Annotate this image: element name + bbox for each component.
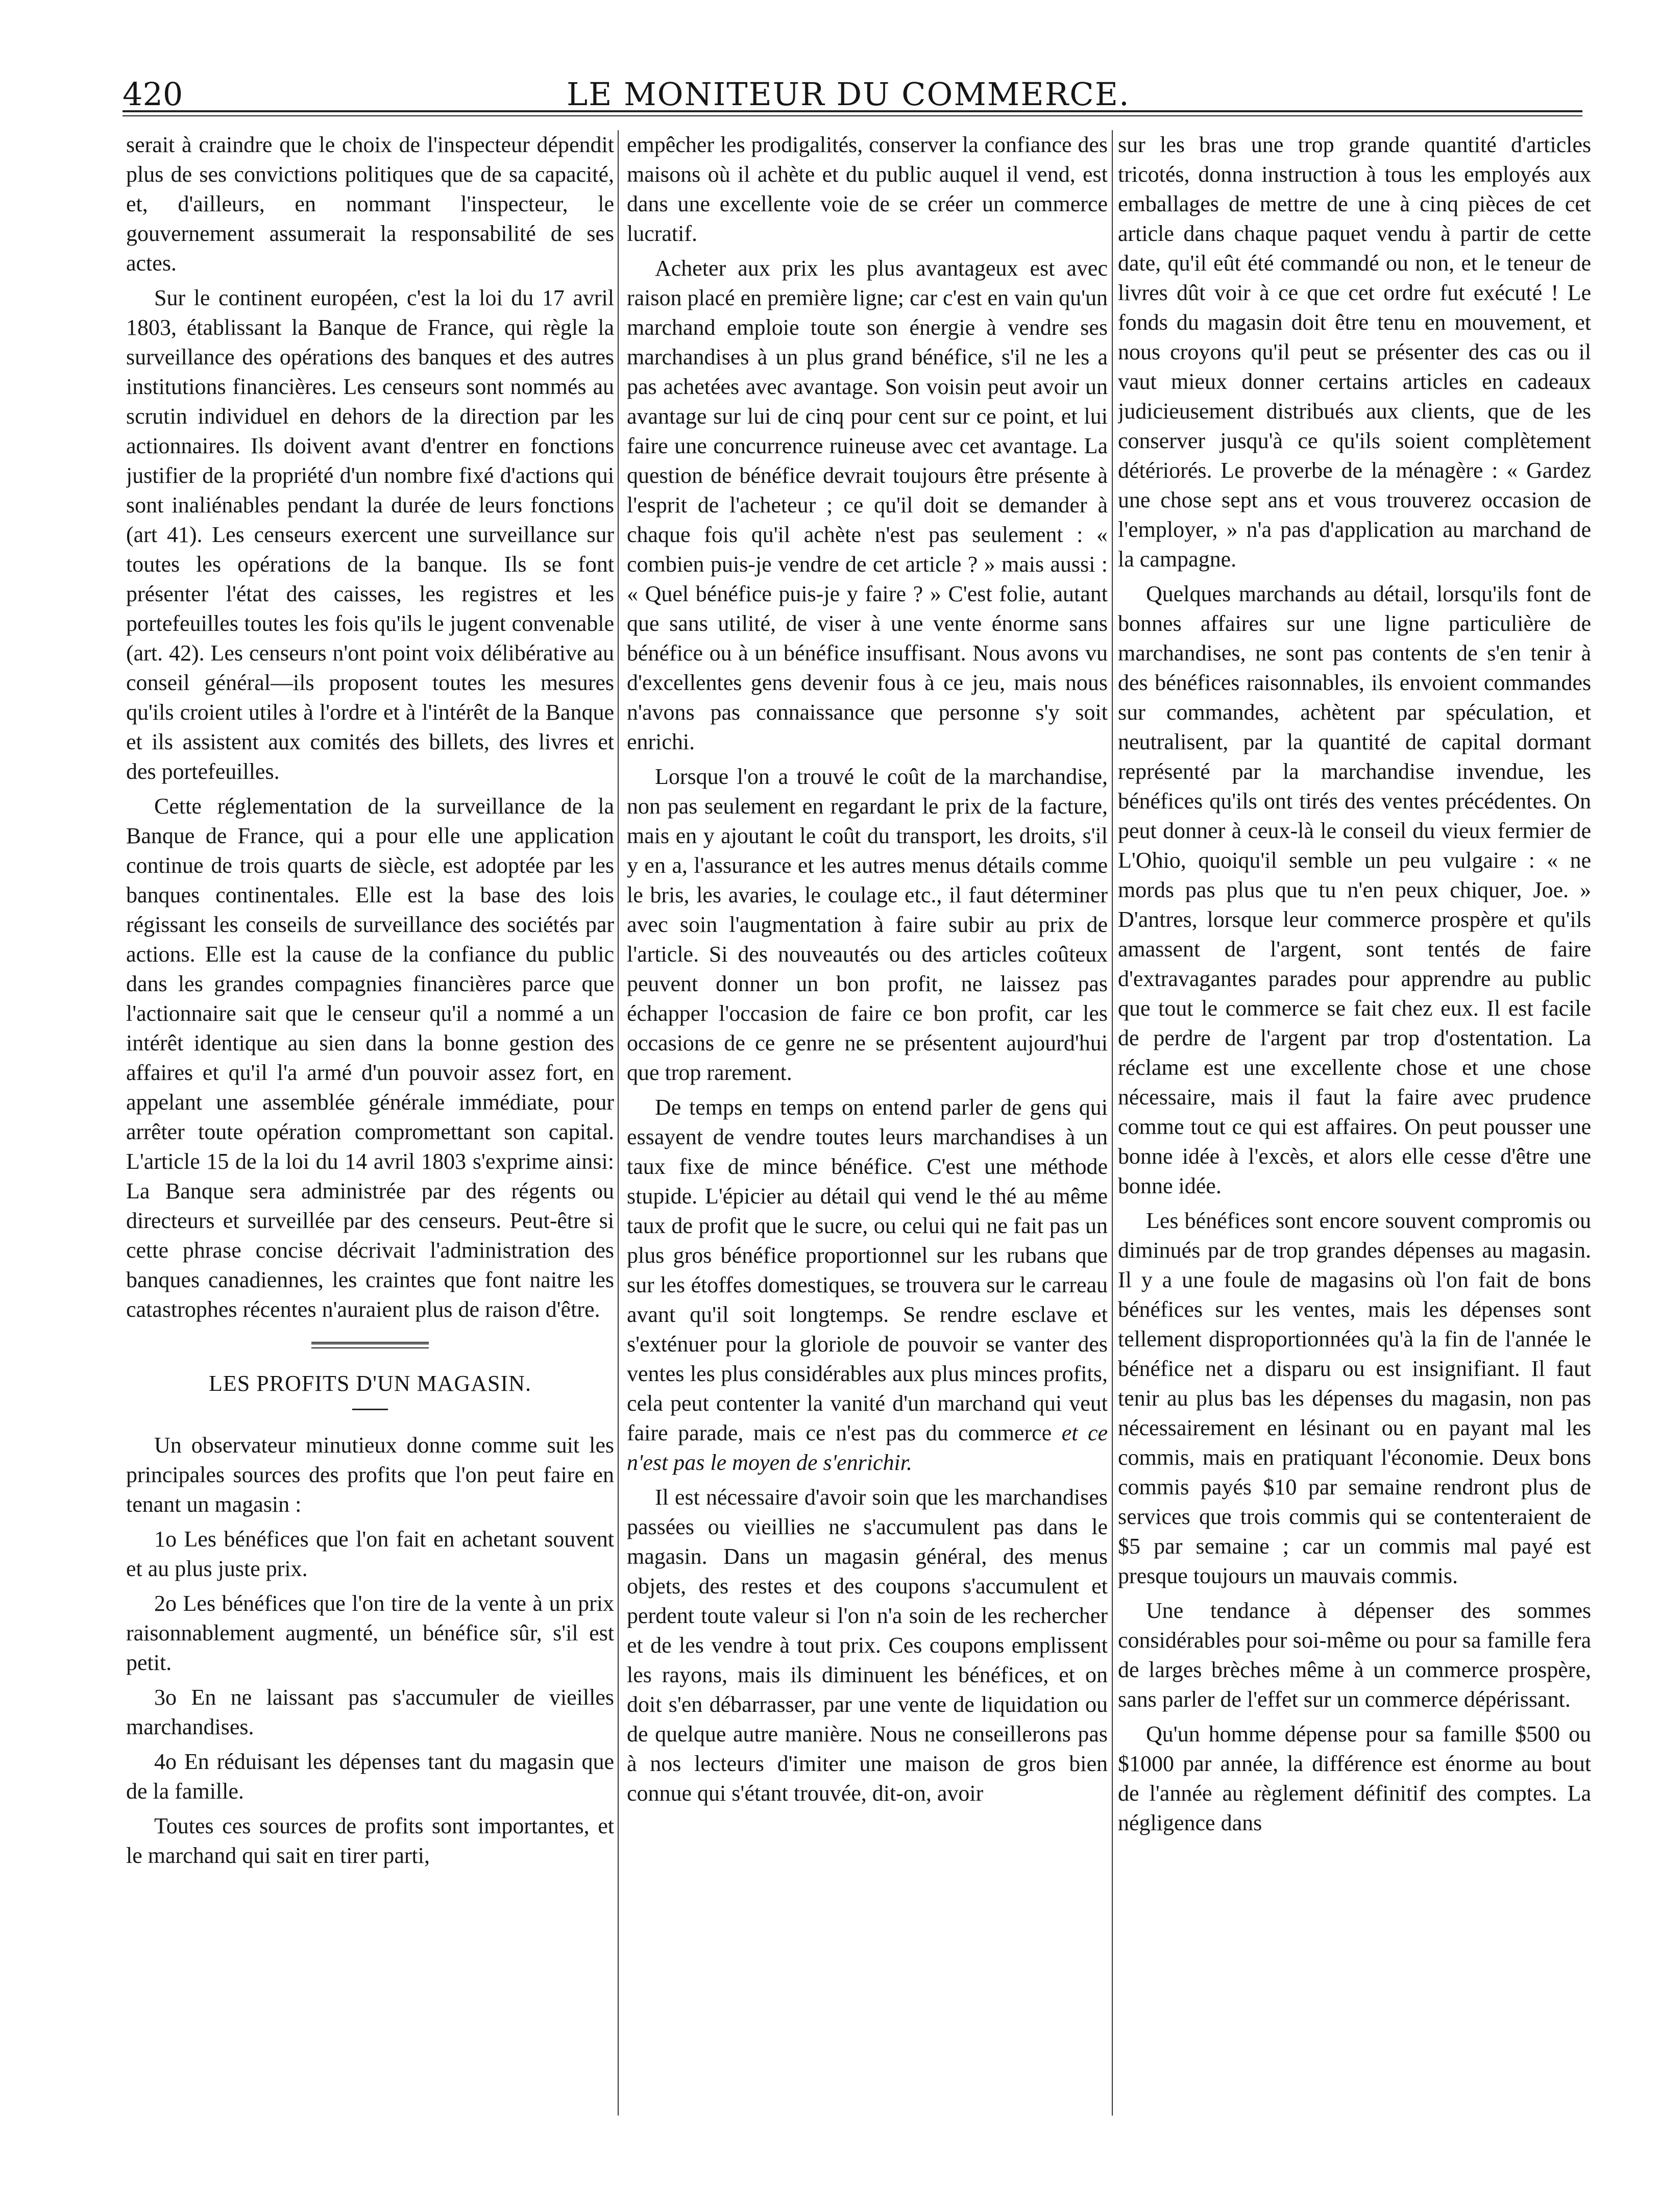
paragraph: Acheter aux prix les plus avantageux est avec raison placé en première ligne; car c'est en vain qu'un marchand emploie toute son énergie à vendre ses marchandises à un plus grand bénéfice, s'il ne les a pas achetées avec avantage. Son voisin peut avoir un avantage sur lui de cinq pour cent sur ce point, et lui faire une concurrence ruineuse avec cet avantage. La question de bénéfice devrait toujours être présente à l'esprit de l'acheteur ; ce qu'il doit se demander à chaque fois qu'il achète n'est pas seulement : « combien puis-je vendre de cet article ? » mais aussi : « Quel bénéfice puis-je y faire ? » C'est folie, autant que sans utilité, de viser à une vente énorme sans bénéfice ou à un bénéfice insuffisant. Nous avons vu d'excellentes gens devenir fous à ce jeu, mais nous n'avons pas connaissance que personne s'y soit enrichi.	[627, 256, 1108, 754]
section-title: LES PROFITS D'UN MAGASIN.	[209, 1371, 531, 1396]
column-3	[1118, 130, 1591, 2121]
paragraph: Qu'un homme dépense pour sa famille $500 ou $1000 par année, la différence est énorme au bout de l'année au règlement définitif des comptes. La négligence dans	[1118, 1722, 1591, 1835]
column-2	[627, 130, 1108, 2121]
list-item: 4o En réduisant les dépenses tant du magasin que de la famille.	[126, 1749, 614, 1804]
header-rule	[123, 110, 1582, 112]
page-number: 420	[123, 76, 183, 113]
paragraph: Les bénéfices sont encore souvent compromis ou diminués par de trop grandes dépenses au magasin. Il y a une foule de magasins où l'on fait de bons bénéfices sur les ventes, mais les dépenses sont tellement disproportionnées qu'à la fin de l'année le bénéfice net a disparu ou est insignifiant. Il faut tenir au plus bas les dépenses du magasin, non pas nécessairement en lésinant ou en payant mal les commis, mais en pratiquant l'économie. Deux bons commis payés $10 par semaine rendront plus de services que trois commis qui se contenteraient de $5 par semaine ; car un commis mal payé est presque toujours un mauvais commis.	[1118, 1208, 1591, 1588]
paragraph: Une tendance à dépenser des sommes considérables pour soi-même ou pour sa famille fera de larges brèches même à un commerce prospère, sans parler de l'effet sur un commerce dépérissant.	[1118, 1598, 1591, 1712]
paragraph-text: De temps en temps on entend parler de gens qui essayent de vendre toutes leurs marchandises à un taux fixe de mince bénéfice. C'est une méthode stupide. L'épicier au détail qui vend le thé au même taux de profit que le sucre, ou celui qui ne fait pas un plus gros bénéfice proportionnel sur les rubans que sur les étoffes domestiques, se trouvera sur le carreau avant qu'il soit longtemps. Se rendre esclave et s'exténuer pour la gloriole de pouvoir se vanter des ventes les plus considérables aux plus minces profits, cela peut contenter la vanité d'un marchand qui veut faire parade, mais ce n'est pas du commerce	[627, 1095, 1108, 1445]
paragraph: Toutes ces sources de profits sont importantes, et le marchand qui sait en tirer parti,	[126, 1813, 614, 1868]
paragraph: empêcher les prodigalités, conserver la confiance des maisons où il achète et du public auquel il vend, est dans une excellente voie de se créer un commerce lucratif.	[627, 132, 1108, 246]
masthead-title: LE MONITEUR DU COMMERCE.	[567, 76, 1130, 113]
italic-phrase: et ce n'est pas le moyen de s'enrichir.	[627, 1420, 1108, 1475]
header-rule-thin	[123, 115, 1582, 116]
paragraph: Quelques marchands au détail, lorsqu'ils font de bonnes affaires sur une ligne particulière de marchandises, ne sont pas contents de s'en tenir à des bénéfices raisonnables, ils envoient commandes sur commandes, achètent par spéculation, et neutralisent, par la quantité de capital dormant représenté par la marchandise invendue, les bénéfices qu'ils ont tirés des ventes précédentes. On peut donner à ceux-là le conseil du vieux fermier de L'Ohio, quoiqu'il semble un peu vulgaire : « ne mords pas plus que tu n'en peux chiquer, Joe. » D'antres, lorsque leur commerce prospère et qu'ils amassent de l'argent, sont tentés de faire d'extravagantes parades pour apprendre au public que tout le commerce se fait chez eux. Il est facile de perdre de l'argent par trop d'ostentation. La réclame est une excellente chose et une chose nécessaire, mais il faut la faire avec prudence comme tout ce qui est affaires. On peut pousser une bonne idée à l'excès, et alors elle cesse d'être une bonne idée.	[1118, 581, 1591, 1198]
column-divider-1	[618, 130, 619, 2116]
list-item: 3o En ne laissant pas s'accumuler de vieilles marchandises.	[126, 1685, 614, 1739]
paragraph: Cette réglementation de la surveillance de la Banque de France, qui a pour elle une application continue de trois quarts de siècle, est adoptée par les banques continentales. Elle est la base des lois régissant les conseils de surveillance des sociétés par actions. Elle est la cause de la confiance du public dans les grandes compagnies financières parce que l'actionnaire sait que le censeur qu'il a nommé a un intérêt identique au sien dans la bonne gestion des affaires et qu'il l'a armé d'un pouvoir assez fort, en appelant une assemblée générale immédiate, pour arrêter toute opération compromettant son capital. L'article 15 de la loi du 14 avril 1803 s'exprime ainsi: La Banque sera administrée par des régents ou directeurs et surveillée par des censeurs. Peut-être si cette phrase concise décrivait l'administration des banques canadiennes, les craintes que font naitre les catastrophes récentes n'auraient plus de raison d'être.	[126, 794, 614, 1322]
paragraph	[627, 1093, 1108, 1478]
column-divider-2	[1112, 130, 1113, 2116]
section-rule	[311, 1342, 429, 1348]
list-item: 2o Les bénéfices que l'on tire de la vente à un prix raisonnablement augmenté, un bénéfice sûr, s'il est petit.	[126, 1591, 614, 1675]
paragraph: Lorsque l'on a trouvé le coût de la marchandise, non pas seulement en regardant le prix de la facture, mais en y ajoutant le coût du transport, les droits, s'il y en a, l'assurance et les autres menus détails comme le bris, les avaries, le coulage etc., il faut déterminer avec soin l'augmentation à faire subir au prix de l'article. Si des nouveautés ou des articles coûteux peuvent donner un bon profit, ne laissez pas échapper l'occasion de faire ce bon profit, car les occasions de ce genre ne se présentent aujourd'hui que trop rarement.	[627, 764, 1108, 1085]
paragraph: Sur le continent européen, c'est la loi du 17 avril 1803, établissant la Banque de France, qui règle la surveillance des opérations des banques et des autres institutions financières. Les censeurs sont nommés au scrutin individuel en dehors de la direction par les actionnaires. Ils doivent avant d'entrer en fonctions justifier de la propriété d'un nombre fixé d'actions qui sont inaliénables pendant la durée de leurs fonctions (art 41). Les censeurs exercent une surveillance sur toutes les opérations de la banque. Ils se font présenter l'état des caisses, les registres et les portefeuilles toutes les fois qu'ils le jugent convenable (art. 42). Les censeurs n'ont point voix délibérative au conseil général—ils proposent toutes les mesures qu'ils croient utiles à l'ordre et à l'intérêt de la Banque et ils assistent aux comités des billets, des livres et des portefeuilles.	[126, 285, 614, 784]
paragraph: serait à craindre que le choix de l'inspecteur dépendit plus de ses convictions politiques que de sa capacité, et, d'ailleurs, en nommant l'inspecteur, le gouvernement assumerait la responsabilité de ses actes.	[126, 132, 614, 276]
column-1	[126, 130, 614, 2121]
list-item: 1o Les bénéfices que l'on fait en achetant souvent et au plus juste prix.	[126, 1527, 614, 1581]
paragraph: Il est nécessaire d'avoir soin que les marchandises passées ou vieillies ne s'accumulent pas dans le magasin. Dans un magasin général, des menus objets, des restes et des coupons s'accumulent et perdent toute valeur si l'on n'a soin de les rechercher et de les vendre à tout prix. Ces coupons emplissent les rayons, mais ils diminuent les bénéfices, et on doit s'en débarrasser, par une vente de liquidation ou de quelque autre manière. Nous ne conseillerons pas à nos lecteurs d'imiter une maison de gros bien connue qui s'étant trouvée, dit-on, avoir	[627, 1485, 1108, 1806]
paragraph: Un observateur minutieux donne comme suit les principales sources des profits que l'on peut faire en tenant un magasin :	[126, 1433, 614, 1517]
section-rule-small	[352, 1409, 388, 1410]
paragraph: sur les bras une trop grande quantité d'articles tricotés, donna instruction à tous les employés aux emballages de mettre de une à cinq pièces de cet article dans chaque paquet vendu à partir de cette date, qu'il eût été commandé ou non, et le teneur de livres dût voir à ce que cet ordre fut exécuté ! Le fonds du magasin doit être tenu en mouvement, et nous croyons qu'il peut se présenter des cas ou il vaut mieux donner certains articles en cadeaux judicieusement distribués aux clients, que de les conserver jusqu'à ce qu'ils soient complètement détériorés. Le proverbe de la ménagère : « Gardez une chose sept ans et vous trouverez occasion de l'employer, » n'a pas d'application au marchand de la campagne.	[1118, 132, 1591, 572]
